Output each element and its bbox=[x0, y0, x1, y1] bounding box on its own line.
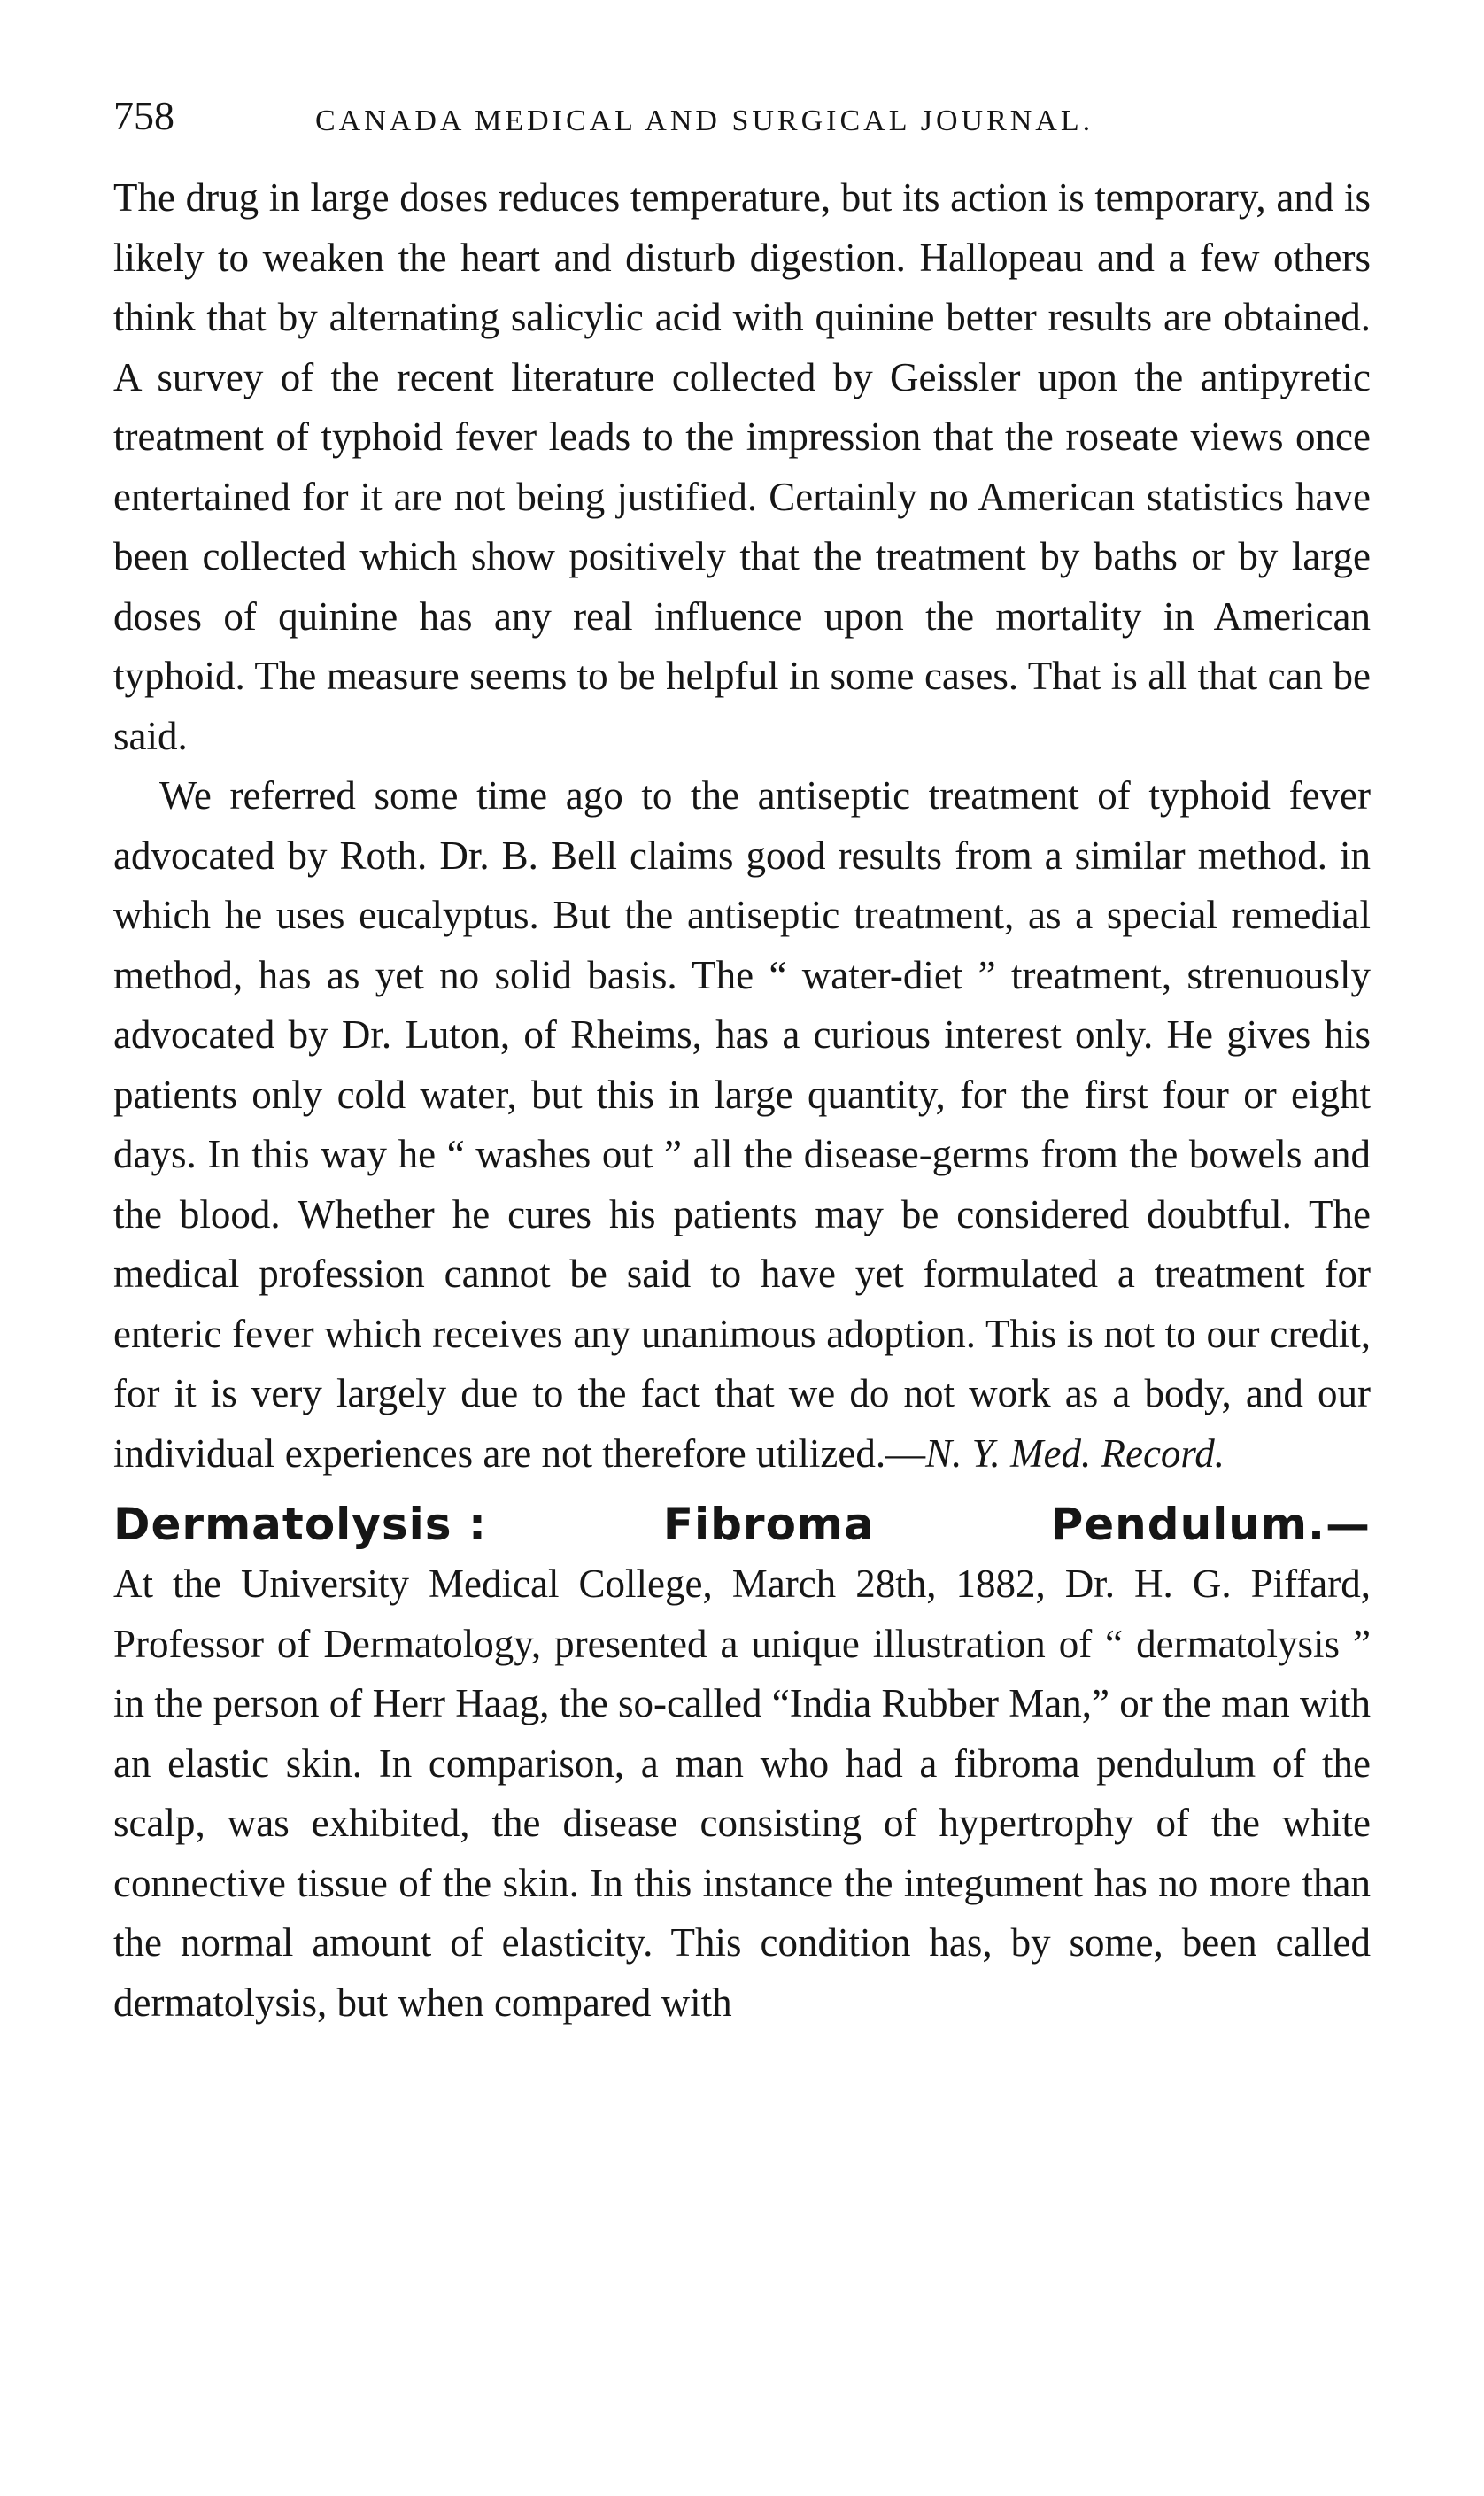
citation-source: N. Y. Med. Record. bbox=[925, 1430, 1225, 1476]
section-heading-part-3: Pendulum.— bbox=[1050, 1499, 1371, 1550]
paragraph-dermatolysis: At the University Medical College, March 28th, 1882, Dr. H. G. Piffard, Professor of Dermatology, presented a unique illustration of “ dermatolysis ” in the person of Herr Haag, the so-called “India Rubber Man,” or the man with an elastic skin. In comparison, a man who had a fibroma pendulum of the scalp, was exhibited, the disease consisting of hypertrophy of the white connective tissue of the skin. In this instance the integument has no more than the normal amount of elasticity. This condition has, by some, been called dermatolysis, but when compared with bbox=[113, 1562, 1371, 2025]
section-heading-part-2: Fibroma bbox=[662, 1499, 875, 1550]
paragraph-antiseptic-treatment bbox=[113, 766, 1371, 1484]
running-head bbox=[113, 85, 1371, 147]
paragraph-antipyretic-treatment: The drug in large doses reduces temperature, but its action is temporary, and is likely to weaken the heart and disturb digestion. Hallopeau and a few others think that by alternating salicylic acid with quinine better results are obtained. A survey of the recent literature collected by Geissler upon the antipyretic treatment of typhoid fever leads to the impression that the roseate views once entertained for it are not being justified. Certainly no American statistics have been collected which show positively that the treatment by baths or by large doses of quinine has any real influence upon the mortality in American typhoid. The measure seems to be helpful in some cases. That is all that can be said. bbox=[113, 175, 1371, 758]
section-heading bbox=[113, 1494, 1371, 1554]
section-heading-part-1: Dermatolysis : bbox=[113, 1499, 487, 1550]
page-number: 758 bbox=[113, 93, 174, 138]
journal-title: CANADA MEDICAL AND SURGICAL JOURNAL. bbox=[315, 105, 1094, 137]
paragraph-antiseptic-text: We referred some time ago to the antiseptic treatment of typhoid fever advocated by Roth. Dr. B. Bell claims good results from a similar method. in which he uses eucalyptus. But the antiseptic treatment, as a special remedial method, has as yet no solid basis. The “ water-diet ” treatment, strenuously advocated by Dr. Luton, of Rheims, has a curious interest only. He gives his patients only cold water, but this in large quantity, for the first four or eight days. In this way he “ washes out ” all the disease-germs from the bowels and the blood. Whether he cures his patients may be considered doubtful. The medical profession cannot be said to have yet formulated a treatment for enteric fever which receives any unanimous adoption. This is not to our credit, for it is very largely due to the fact that we do not work as a body, and our individual experiences are not therefore utilized.— bbox=[113, 773, 1371, 1476]
journal-page bbox=[113, 85, 1371, 2033]
